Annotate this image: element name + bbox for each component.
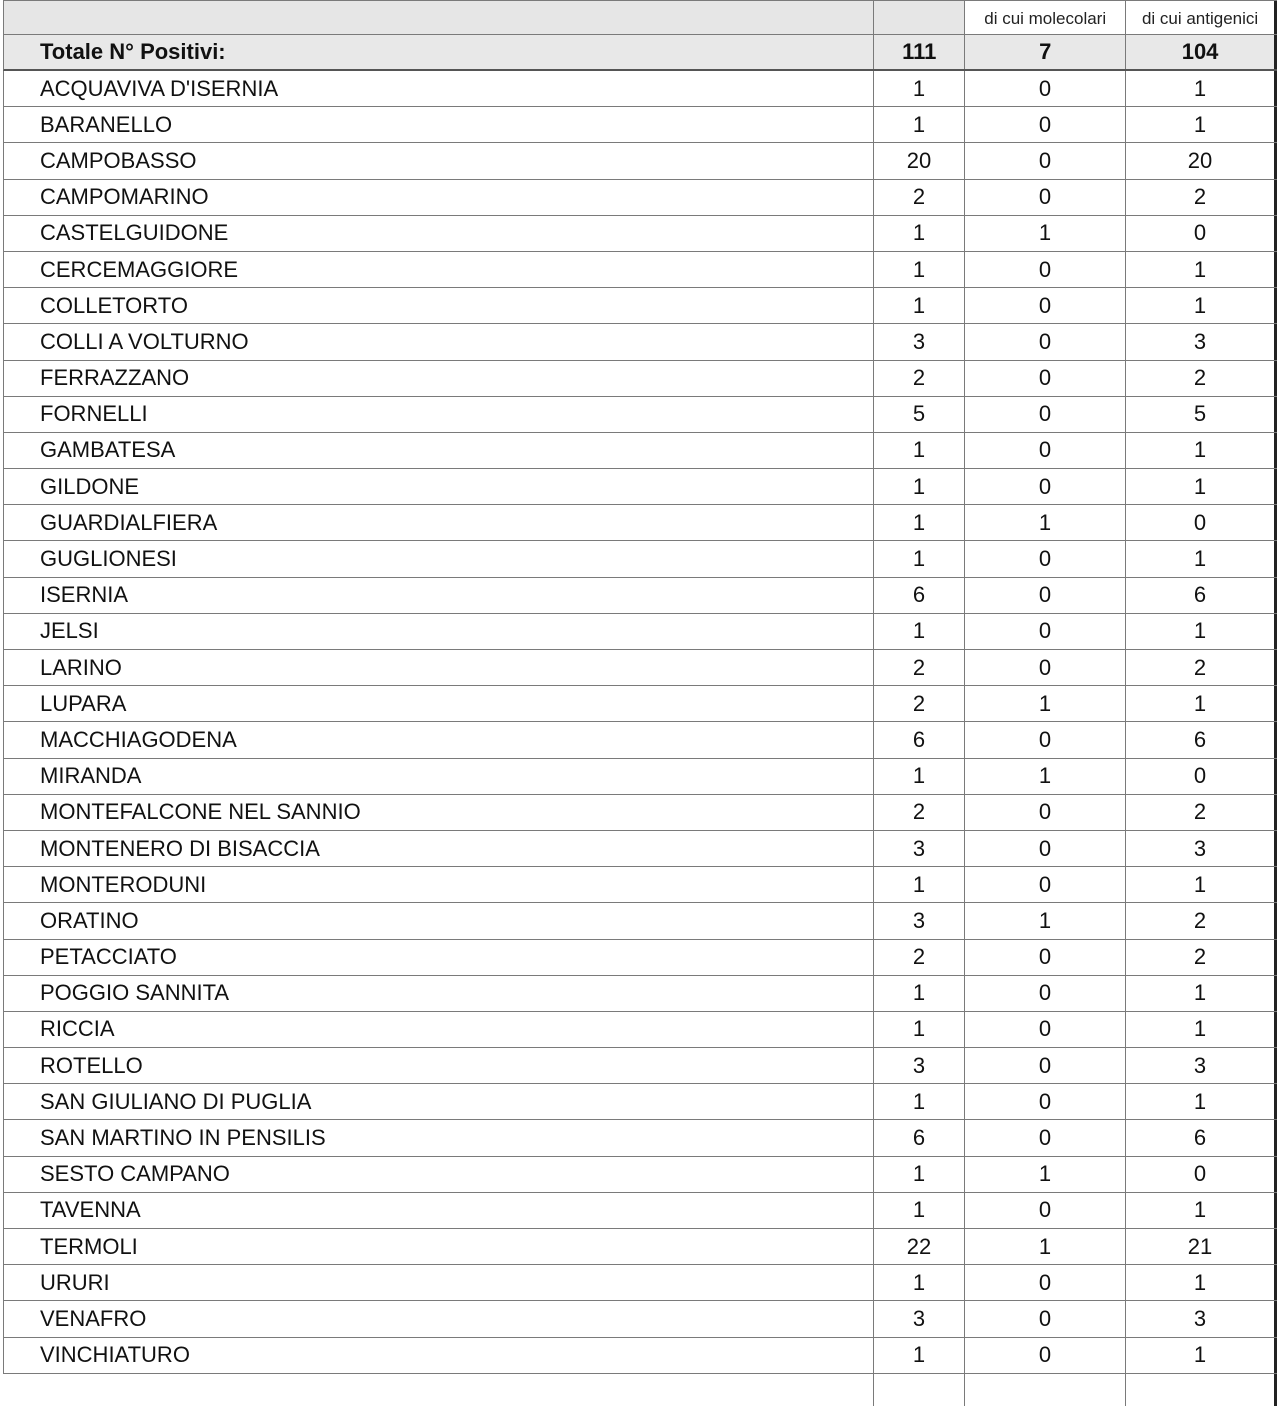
antigenic-positives: 3 [1126,1301,1277,1336]
table-row [3,107,1277,143]
total-positives: 1 [874,71,965,106]
molecular-positives: 0 [965,795,1126,830]
table-row [3,469,1277,505]
table-row [3,180,1277,216]
antigenic-positives: 3 [1126,324,1277,359]
antigenic-positives: 5 [1126,397,1277,432]
municipality-name: CAMPOMARINO [3,180,874,215]
total-positives: 1 [874,1157,965,1192]
total-positives: 1 [874,433,965,468]
total-positives: 1 [874,541,965,576]
total-positives: 1 [874,107,965,142]
antigenic-positives: 0 [1126,1157,1277,1192]
table-row [3,686,1277,722]
total-positives: 2 [874,686,965,721]
molecular-positives: 0 [965,1120,1126,1155]
molecular-positives: 0 [965,469,1126,504]
antigenic-positives: 21 [1126,1229,1277,1264]
empty-row [3,1374,1277,1406]
molecular-positives: 0 [965,1048,1126,1083]
total-positives: 3 [874,903,965,938]
empty-total-cell [874,1374,965,1406]
table-row [3,1301,1277,1337]
total-positives: 1 [874,759,965,794]
antigenic-positives: 1 [1126,976,1277,1011]
molecular-positives: 0 [965,578,1126,613]
total-positives: 1 [874,1193,965,1228]
antigenic-positives: 1 [1126,433,1277,468]
total-positives: 1 [874,614,965,649]
antigenic-positives: 1 [1126,107,1277,142]
molecular-positives: 0 [965,1301,1126,1336]
molecular-positives: 0 [965,143,1126,178]
antigenic-positives: 1 [1126,1265,1277,1300]
molecular-positives: 0 [965,722,1126,757]
antigenic-positives: 6 [1126,1120,1277,1155]
antigenic-positives: 0 [1126,216,1277,251]
antigenic-positives: 1 [1126,469,1277,504]
municipality-name: LUPARA [3,686,874,721]
municipality-name: URURI [3,1265,874,1300]
molecular-positives: 0 [965,107,1126,142]
table-row [3,650,1277,686]
molecular-positives: 1 [965,759,1126,794]
total-positives: 2 [874,940,965,975]
total-positives: 20 [874,143,965,178]
antigenic-positives: 2 [1126,903,1277,938]
municipality-name: COLLETORTO [3,288,874,323]
molecular-positives: 0 [965,1012,1126,1047]
antigenic-positives: 0 [1126,505,1277,540]
table-row [3,578,1277,614]
municipality-name: BARANELLO [3,107,874,142]
table-row [3,397,1277,433]
table-row [3,1084,1277,1120]
total-positives: 6 [874,722,965,757]
total-positives: 1 [874,469,965,504]
total-positives: 1 [874,1338,965,1373]
total-positives: 1 [874,867,965,902]
antigenic-positives: 1 [1126,867,1277,902]
molecular-positives: 0 [965,1193,1126,1228]
table-row [3,1229,1277,1265]
molecular-positives: 0 [965,831,1126,866]
total-positives: 6 [874,1120,965,1155]
header-name-cell [4,1,874,34]
municipality-name: TERMOLI [3,1229,874,1264]
molecular-positives: 0 [965,433,1126,468]
municipality-name: SESTO CAMPANO [3,1157,874,1192]
table-row [3,722,1277,758]
molecular-positives: 0 [965,397,1126,432]
antigenic-positives: 1 [1126,614,1277,649]
total-positives: 1 [874,252,965,287]
antigenic-positives: 1 [1126,1338,1277,1373]
molecular-positives: 0 [965,288,1126,323]
municipality-name: VENAFRO [3,1301,874,1336]
table-row [3,1338,1277,1374]
municipality-name: GILDONE [3,469,874,504]
table-row [3,759,1277,795]
molecular-positives: 0 [965,541,1126,576]
total-positives: 1 [874,1012,965,1047]
antigenic-positives: 2 [1126,650,1277,685]
municipality-name: FORNELLI [3,397,874,432]
molecular-positives: 1 [965,505,1126,540]
antigenic-positives: 20 [1126,143,1277,178]
antigenic-positives: 1 [1126,288,1277,323]
municipality-name: MONTENERO DI BISACCIA [3,831,874,866]
table-row [3,541,1277,577]
antigenic-positives: 3 [1126,1048,1277,1083]
header-row [3,0,1277,35]
molecular-positives: 0 [965,252,1126,287]
municipality-name: VINCHIATURO [3,1338,874,1373]
table-row [3,1120,1277,1156]
empty-name-cell [3,1374,874,1406]
molecular-positives: 1 [965,903,1126,938]
table-row [3,614,1277,650]
antigenic-positives: 2 [1126,361,1277,396]
total-positives: 2 [874,361,965,396]
table-row [3,1048,1277,1084]
totals-label: Totale N° Positivi: [4,35,874,69]
municipality-name: TAVENNA [3,1193,874,1228]
municipality-name: ISERNIA [3,578,874,613]
molecular-positives: 0 [965,71,1126,106]
antigenic-positives: 6 [1126,722,1277,757]
total-positives: 1 [874,976,965,1011]
molecular-positives: 0 [965,1338,1126,1373]
molecular-positives: 0 [965,650,1126,685]
table-row [3,324,1277,360]
empty-molecular-cell [965,1374,1126,1406]
total-positives: 1 [874,216,965,251]
municipality-name: SAN MARTINO IN PENSILIS [3,1120,874,1155]
molecular-positives: 0 [965,940,1126,975]
municipality-name: MONTERODUNI [3,867,874,902]
totals-antigenic: 104 [1126,35,1277,69]
table-row [3,976,1277,1012]
table-row [3,505,1277,541]
municipality-name: JELSI [3,614,874,649]
molecular-positives: 0 [965,1265,1126,1300]
municipality-name: ACQUAVIVA D'ISERNIA [3,71,874,106]
table-row [3,252,1277,288]
municipality-name: LARINO [3,650,874,685]
total-positives: 2 [874,795,965,830]
totals-total: 111 [874,35,965,69]
total-positives: 1 [874,288,965,323]
municipality-name: FERRAZZANO [3,361,874,396]
molecular-positives: 0 [965,180,1126,215]
antigenic-positives: 2 [1126,940,1277,975]
total-positives: 3 [874,831,965,866]
molecular-positives: 0 [965,614,1126,649]
molecular-positives: 1 [965,686,1126,721]
municipality-name: SAN GIULIANO DI PUGLIA [3,1084,874,1119]
molecular-positives: 1 [965,216,1126,251]
municipality-name: RICCIA [3,1012,874,1047]
total-positives: 2 [874,650,965,685]
total-positives: 3 [874,324,965,359]
total-positives: 1 [874,1265,965,1300]
molecular-positives: 0 [965,1084,1126,1119]
table-row [3,831,1277,867]
molecular-positives: 1 [965,1157,1126,1192]
antigenic-positives: 6 [1126,578,1277,613]
header-molecular-cell: di cui molecolari [965,1,1126,34]
molecular-positives: 0 [965,324,1126,359]
municipality-name: GUGLIONESI [3,541,874,576]
table-row [3,867,1277,903]
table-row [3,1157,1277,1193]
municipality-name: CERCEMAGGIORE [3,252,874,287]
table-row [3,288,1277,324]
header-total-cell [874,1,965,34]
table-row [3,1193,1277,1229]
table-row [3,216,1277,252]
antigenic-positives: 1 [1126,252,1277,287]
table-row [3,940,1277,976]
antigenic-positives: 2 [1126,795,1277,830]
table-row [3,433,1277,469]
header-antigenic-cell: di cui antigenici [1126,1,1277,34]
total-positives: 3 [874,1048,965,1083]
total-positives: 6 [874,578,965,613]
antigenic-positives: 3 [1126,831,1277,866]
empty-antigenic-cell [1126,1374,1277,1406]
antigenic-positives: 1 [1126,71,1277,106]
table-row [3,903,1277,939]
total-positives: 1 [874,1084,965,1119]
municipality-rows [3,71,1277,1374]
municipality-name: GUARDIALFIERA [3,505,874,540]
antigenic-positives: 0 [1126,759,1277,794]
total-positives: 2 [874,180,965,215]
table-row [3,143,1277,179]
municipality-name: GAMBATESA [3,433,874,468]
totals-molecular: 7 [965,35,1126,69]
table-row [3,795,1277,831]
totals-row [3,35,1277,71]
antigenic-positives: 1 [1126,541,1277,576]
molecular-positives: 1 [965,1229,1126,1264]
municipality-name: COLLI A VOLTURNO [3,324,874,359]
molecular-positives: 0 [965,976,1126,1011]
municipality-name: ROTELLO [3,1048,874,1083]
positives-table [3,0,1277,1403]
table-row [3,1012,1277,1048]
antigenic-positives: 1 [1126,1084,1277,1119]
molecular-positives: 0 [965,867,1126,902]
municipality-name: PETACCIATO [3,940,874,975]
antigenic-positives: 1 [1126,686,1277,721]
total-positives: 5 [874,397,965,432]
municipality-name: POGGIO SANNITA [3,976,874,1011]
table-row [3,1265,1277,1301]
antigenic-positives: 1 [1126,1193,1277,1228]
total-positives: 22 [874,1229,965,1264]
municipality-name: CASTELGUIDONE [3,216,874,251]
municipality-name: MIRANDA [3,759,874,794]
table-row [3,71,1277,107]
antigenic-positives: 2 [1126,180,1277,215]
municipality-name: CAMPOBASSO [3,143,874,178]
molecular-positives: 0 [965,361,1126,396]
table-row [3,361,1277,397]
municipality-name: ORATINO [3,903,874,938]
municipality-name: MACCHIAGODENA [3,722,874,757]
total-positives: 3 [874,1301,965,1336]
antigenic-positives: 1 [1126,1012,1277,1047]
municipality-name: MONTEFALCONE NEL SANNIO [3,795,874,830]
total-positives: 1 [874,505,965,540]
